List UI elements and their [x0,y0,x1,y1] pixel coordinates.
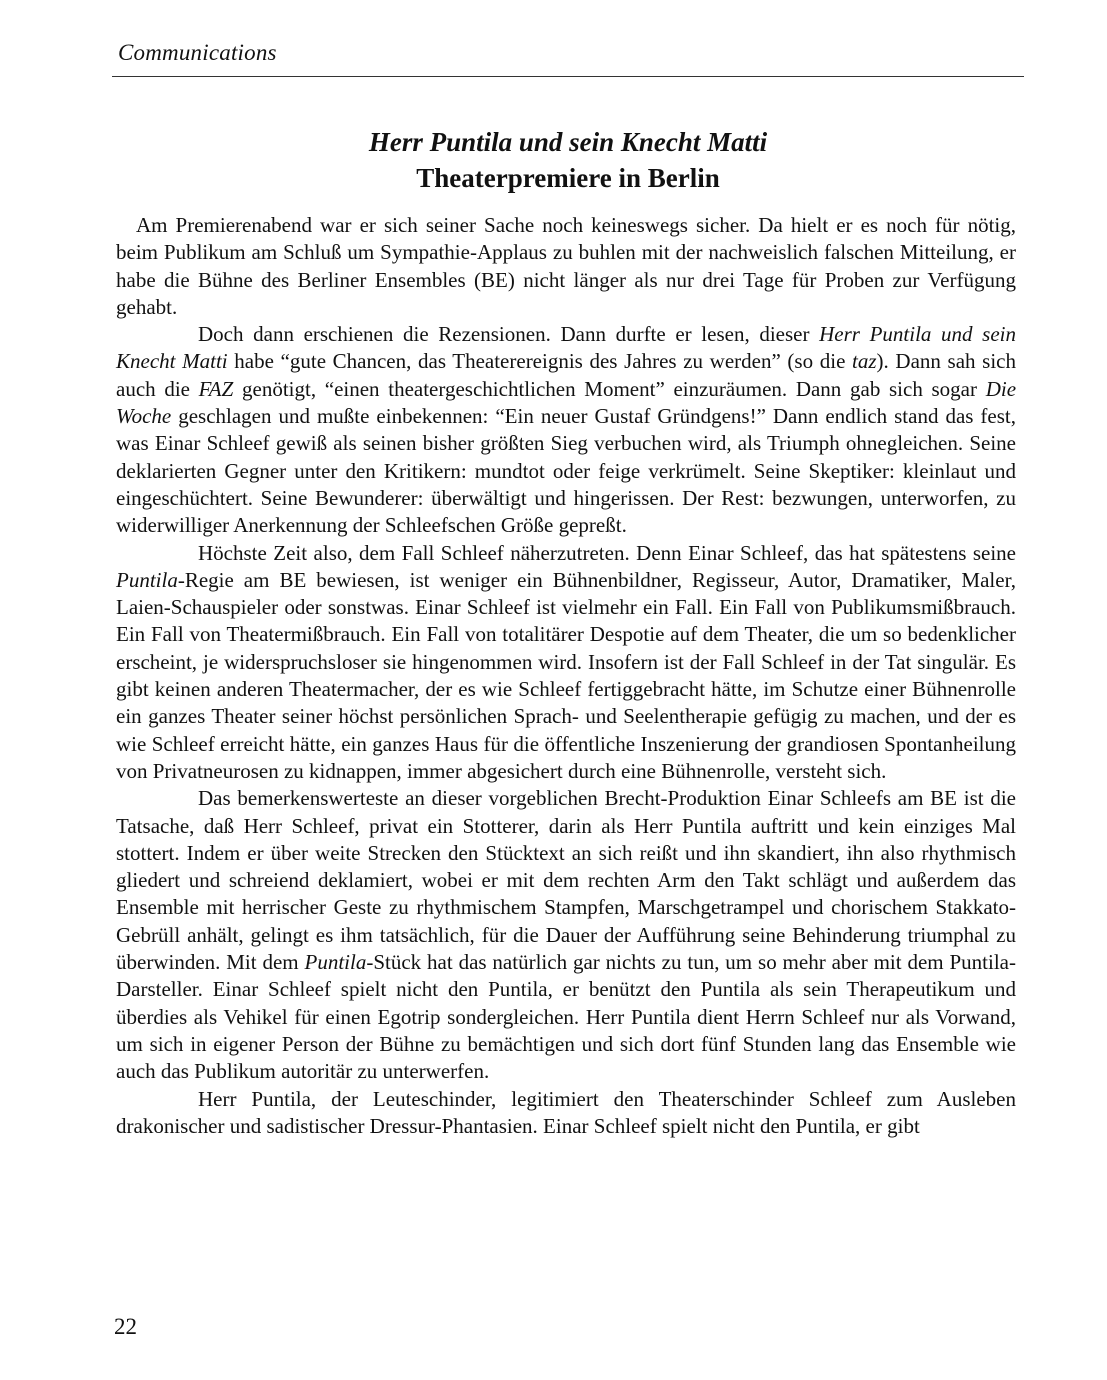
article-body [116,212,1016,1140]
running-title: Communications [118,40,277,65]
text-run: Am Premierenabend war er sich seiner Sache noch keineswegs sicher. Da hielt er es noch für nötig, beim Publikum am Schluß um Sympathie-Applaus zu buhlen mit der nachweislich falschen Mitteilung, er habe die Bühne des Berliner Ensembles (BE) nicht länger als nur drei Tage für Proben zur Verfügung gehabt. [116,213,1016,319]
article-title: Herr Puntila und sein Knecht Matti [368,127,768,157]
body-paragraph [116,1086,1016,1141]
text-run: ). Dann sah sich auch die [116,349,1017,401]
page-number: 22 [114,1314,137,1339]
header-rule [112,76,1024,77]
italic-text: Herr Puntila und sein Knecht Matti [116,322,1016,374]
text-run: geschlagen und mußte einbekennen: “Ein neuer Gustaf Gründgens!” Dann endlich stand das fest, was Einar Schleef gewiß als seinen bisher größten Sieg verbuchen wird, als Triumph ohnegleichen. Seine deklarierten Gegner unter den Kritikern: mundtot oder feige verkrümelt. Seine Skeptiker: kleinlaut und eingeschüchtert. Seine Bewunderer: überwältigt und hingerissen. Der Rest: bezwungen, unterworfen, zu widerwilliger Anerkennung der Schleefschen Größe gepreßt. [116,404,1016,538]
text-run: -Stück hat das natürlich gar nichts zu tun, um so mehr aber mit dem Puntila-Darsteller. Einar Schleef spielt nicht den Puntila, er benützt den Puntila als sein Therapeutikum und überdies als Vehikel für einen Egotrip sondergleichen. Herr Puntila dient Herrn Schleef nur als Vorwand, um sich in eigener Person der Bühne zu bemächtigen und sich dort fünf Stunden lang das Ensemble wie auch das Publikum autoritär zu unterwerfen. [116,950,1016,1084]
text-run: Das bemerkenswerteste an dieser vorgeblichen Brecht-Produktion Einar Schleefs am BE ist die Tatsache, daß Herr Schleef, privat ein Stotterer, darin als Herr Puntila auftritt und kein einziges Mal stottert. Indem er über weite Strecken den Stücktext an sich reißt und ihn skandiert, ihn also rhythmisch gliedert und schreiend deklamiert, wobei er mit dem rechten Arm den Takt schlägt und außerdem das Ensemble mit herrischer Geste zu rhythmischem Stampfen, Marschgetrampel und chorischem Stakkato-Gebrüll anhält, gelingt es ihm tatsächlich, für die Dauer der Aufführung seine Behinderung triumphal zu überwinden. Mit dem [116,786,1016,975]
body-paragraph [116,540,1016,786]
italic-text: Puntila [304,950,367,975]
text-run: Höchste Zeit also, dem Fall Schleef näherzutreten. Denn Einar Schleef, das hat spätestens seine [198,540,1016,565]
body-paragraph [116,785,1016,1085]
text-run: Herr Puntila, der Leuteschinder, legitimiert den Theaterschinder Schleef zum Ausleben drakonischer und sadistischer Dressur-Phantasien. Einar Schleef spielt nicht den Puntila, er gibt [116,1086,1016,1138]
text-run: Doch dann erschienen die Rezensionen. Dann durfte er lesen, dieser [198,322,820,347]
italic-text: taz [852,349,877,374]
article-subtitle: Theaterpremiere in Berlin [416,163,720,193]
article-title-block [112,124,1024,196]
italic-text: Die Woche [116,376,1017,429]
text-run: -Regie am BE bewiesen, ist weniger ein Bühnenbildner, Regisseur, Autor, Dramatiker, Maler, Laien-Schauspieler oder sonstwas. Einar Schleef ist vielmehr ein Fall. Ein Fall von Publikumsmißbrauch. Ein Fall von Theatermißbrauch. Ein Fall von totalitärer Despotie auf dem Theater, die um so bedenklicher erscheint, je widerspruchsloser sie hingenommen wird. Insofern ist der Fall Schleef in der Tat singulär. Es gibt keinen anderen Theatermacher, der es wie Schleef fertiggebracht hätte, im Schutze einer Bühnenrolle ein ganzes Theater seiner höchst persönlichen Sprach- und Seelentherapie gefügig zu machen, und der es wie Schleef erreicht hätte, ein ganzes Haus für die öffentliche Inszenierung der grandiosen Spontanheilung von Privatneurosen zu kidnappen, immer abgesichert durch eine Bühnenrolle, versteht sich. [116,567,1016,783]
italic-text: Puntila [116,567,178,592]
text-run: habe “gute Chancen, das Theaterereignis des Jahres zu werden” (so die [227,349,853,374]
body-paragraph [116,212,1016,321]
text-run: genötigt, “einen theatergeschichtlichen Moment” einzuräumen. Dann gab sich sogar [233,376,986,401]
italic-text: FAZ [198,376,234,401]
body-paragraph [116,321,1016,539]
